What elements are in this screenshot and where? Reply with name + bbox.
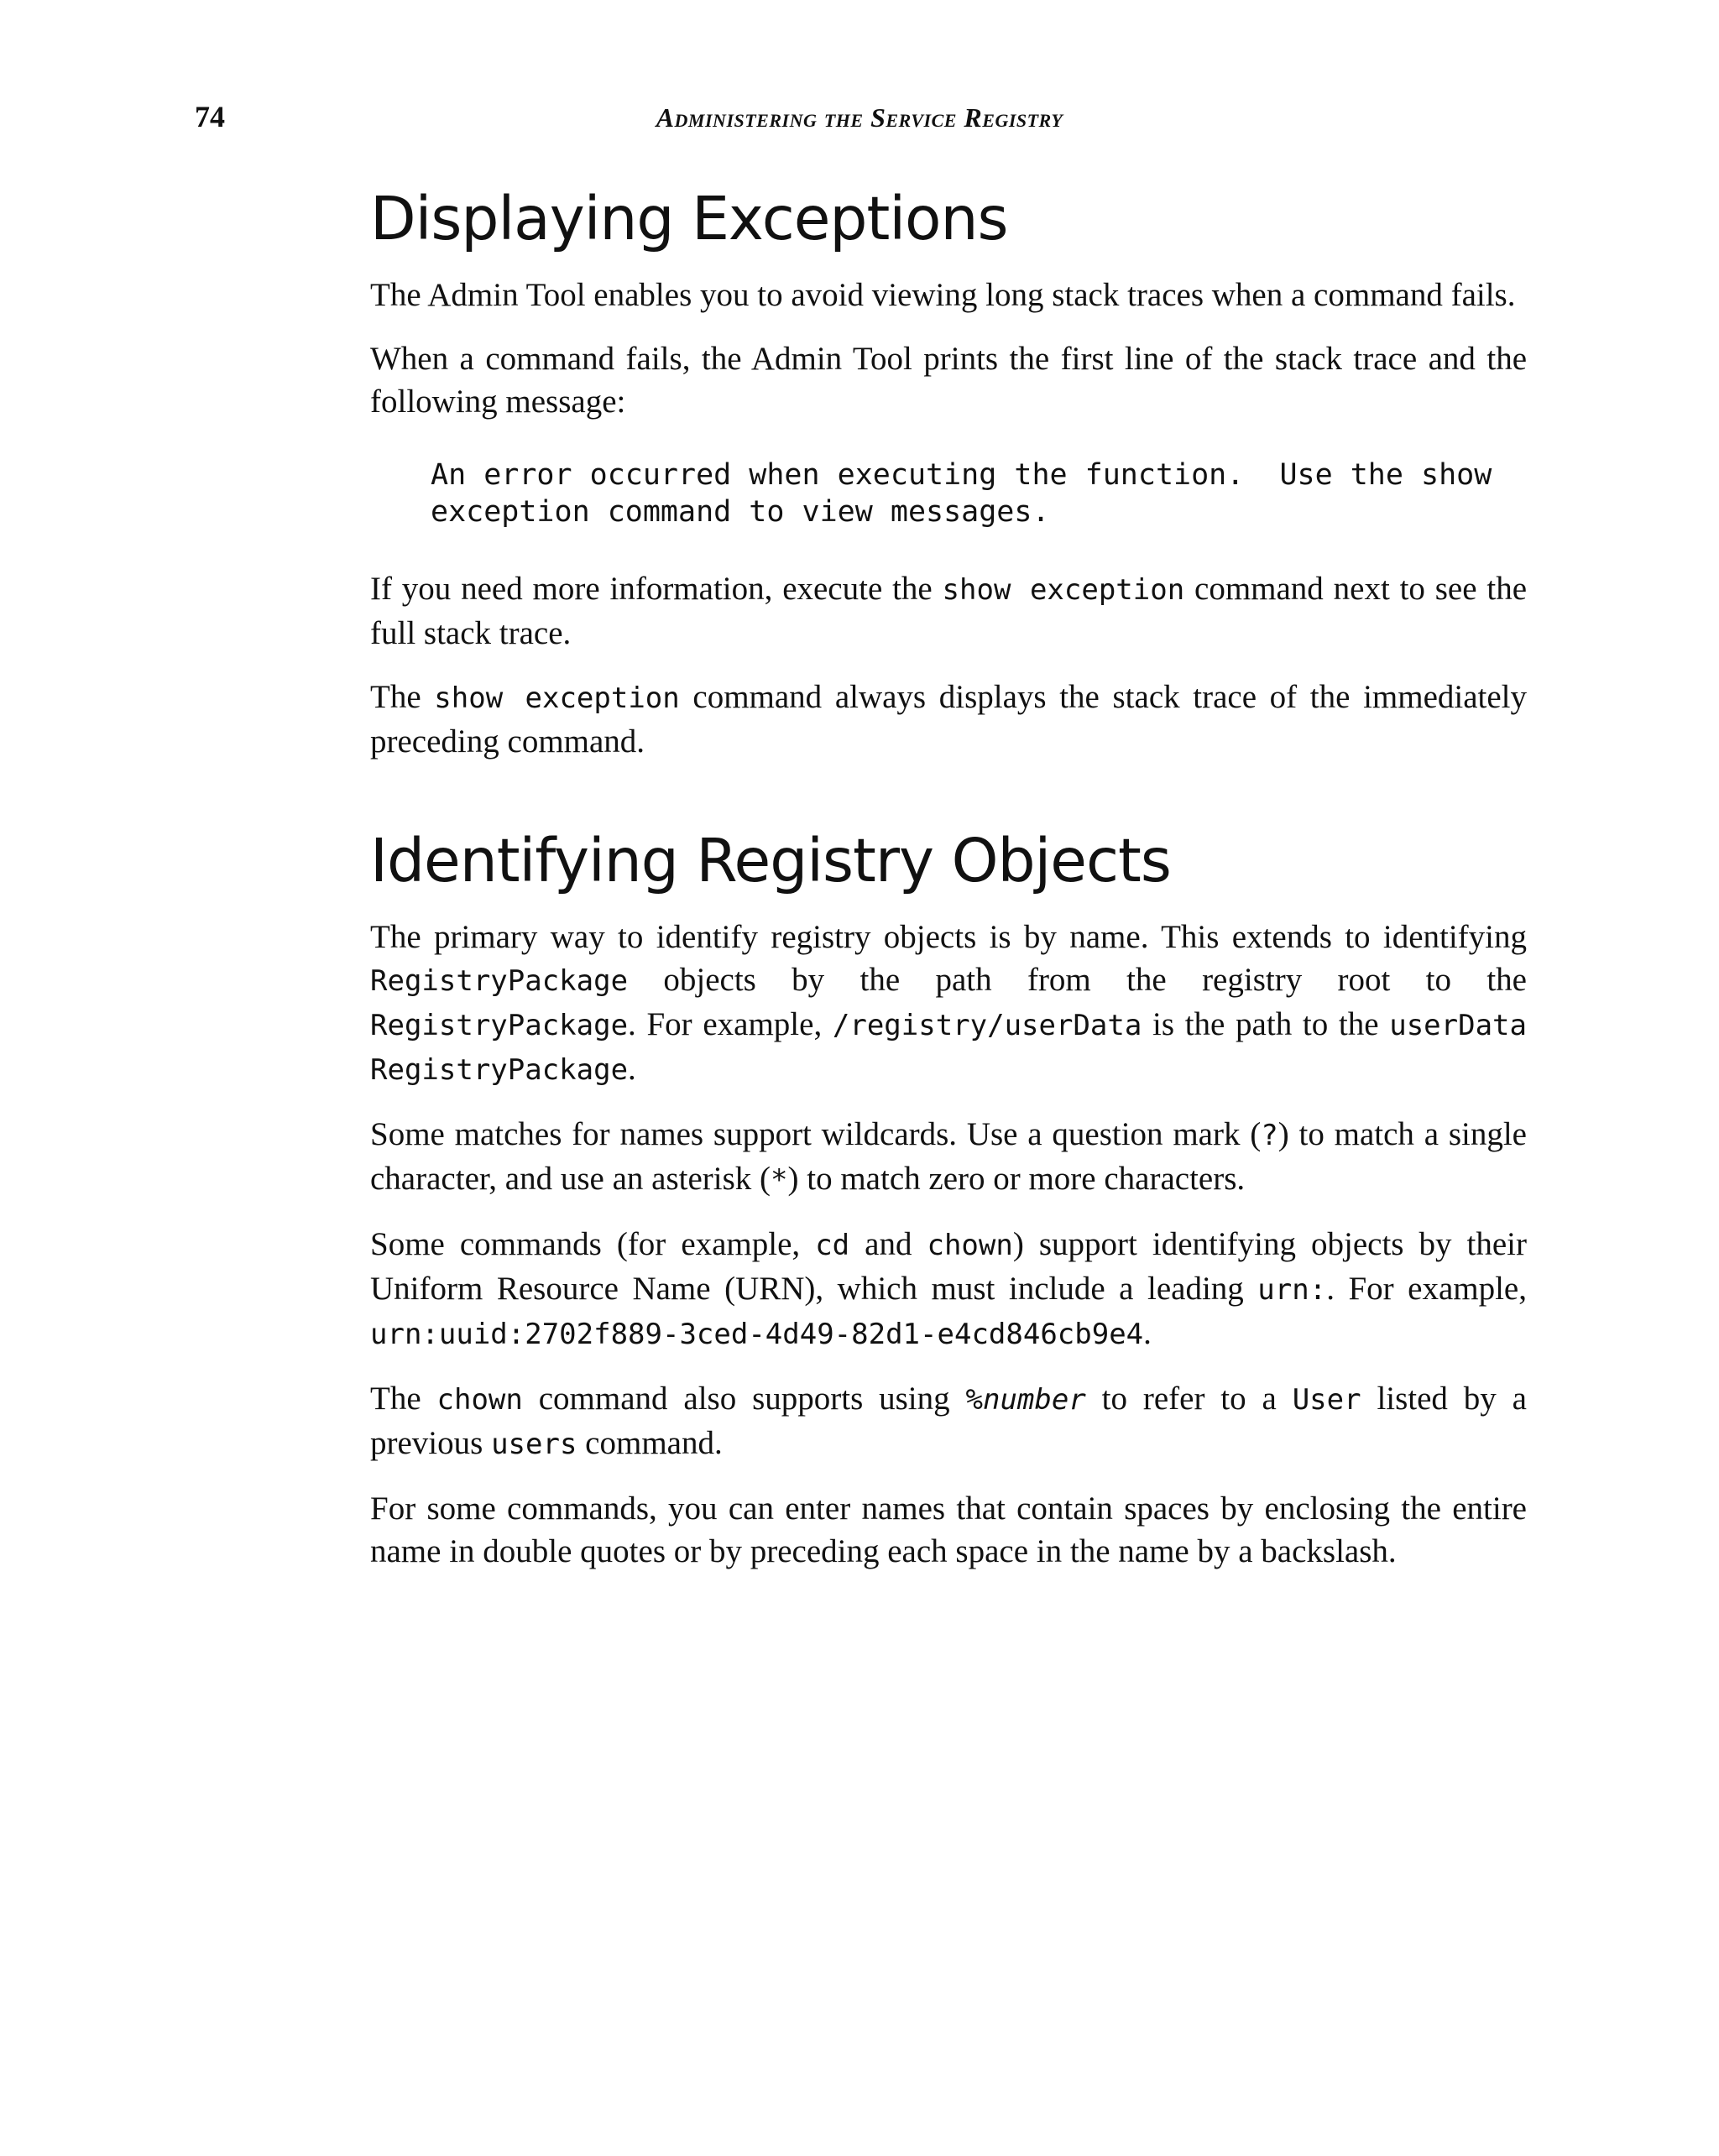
text-run: . For example, bbox=[628, 1006, 833, 1043]
inline-code: users bbox=[491, 1428, 577, 1462]
inline-code: /registry/userData bbox=[832, 1009, 1142, 1043]
paragraph: When a command fails, the Admin Tool prints the first line of the stack trace and the following message: bbox=[370, 341, 1527, 420]
code-block bbox=[431, 457, 1527, 530]
text-run: Some commands (for example, bbox=[370, 1226, 816, 1263]
running-head: Administering the Service Registry bbox=[656, 102, 1063, 133]
inline-code: * bbox=[771, 1163, 788, 1198]
text-run: Some matches for names support wildcards. Use a question mark ( bbox=[370, 1116, 1262, 1153]
paragraph bbox=[370, 916, 1527, 1092]
paragraph: The Admin Tool enables you to avoid viewing long stack traces when a command fails. bbox=[370, 277, 1516, 314]
inline-code: chown bbox=[436, 1383, 523, 1417]
inline-code: show exception bbox=[942, 573, 1185, 608]
text-run: objects by the path from the registry root to the bbox=[628, 962, 1527, 999]
paragraph bbox=[370, 1223, 1527, 1356]
paragraph bbox=[370, 1377, 1527, 1466]
paragraph bbox=[370, 1113, 1527, 1202]
text-run: The bbox=[370, 679, 435, 716]
text-run: ) to match a single character, and use an asterisk ( bbox=[370, 1116, 1527, 1198]
text-run: . For example, bbox=[1326, 1271, 1527, 1308]
inline-code: show exception bbox=[434, 681, 680, 716]
code-line: exception command to view messages. bbox=[431, 495, 1050, 530]
inline-code-italic: %number bbox=[965, 1383, 1086, 1417]
text-run: command always displays the stack trace of the immediately preceding command. bbox=[370, 679, 1528, 760]
section-title-displaying-exceptions: Displaying Exceptions bbox=[370, 184, 1008, 253]
text-run: . bbox=[628, 1051, 636, 1088]
text-run: listed by a previous bbox=[370, 1381, 1527, 1462]
text-run: ) support identifying objects by their Uniform Resource Name (URN), which must include a leading bbox=[370, 1226, 1527, 1308]
text-run: and bbox=[849, 1226, 927, 1263]
inline-code: ? bbox=[1261, 1119, 1278, 1153]
inline-code: chown bbox=[927, 1229, 1013, 1263]
inline-code: cd bbox=[815, 1229, 850, 1263]
text-run: The bbox=[370, 1381, 437, 1417]
text-run: is the path to the bbox=[1142, 1006, 1390, 1043]
inline-code: RegistryPackage bbox=[370, 1009, 629, 1043]
text-run: command also supports using bbox=[522, 1381, 966, 1417]
inline-code: User bbox=[1292, 1383, 1361, 1417]
paragraph: For some commands, you can enter names that contain spaces by enclosing the entire name in double quotes or by preceding each space in the name by a backslash. bbox=[370, 1490, 1527, 1570]
text-run: command next to see the full stack trace. bbox=[370, 571, 1528, 652]
text-run: to refer to a bbox=[1085, 1381, 1293, 1417]
page-number: 74 bbox=[195, 100, 225, 133]
text-run: . bbox=[1143, 1315, 1152, 1352]
paragraph bbox=[370, 567, 1527, 655]
paragraph bbox=[370, 676, 1527, 763]
inline-code: urn:uuid:2702f889-3ced-4d49-82d1-e4cd846cb9e4 bbox=[370, 1318, 1144, 1352]
page-content bbox=[370, 186, 1527, 1594]
inline-code: userData RegistryPackage bbox=[370, 1009, 1527, 1088]
text-run: The primary way to identify registry objects is by name. This extends to identifying bbox=[370, 919, 1527, 956]
inline-code: urn: bbox=[1257, 1273, 1327, 1308]
text-run: command. bbox=[577, 1425, 723, 1462]
section-title-identifying-registry-objects: Identifying Registry Objects bbox=[370, 826, 1171, 896]
text-run: If you need more information, execute the bbox=[370, 571, 943, 608]
code-line: An error occurred when executing the function. Use the show bbox=[431, 458, 1492, 493]
text-run: ) to match zero or more characters. bbox=[787, 1161, 1246, 1198]
inline-code: RegistryPackage bbox=[370, 964, 629, 999]
